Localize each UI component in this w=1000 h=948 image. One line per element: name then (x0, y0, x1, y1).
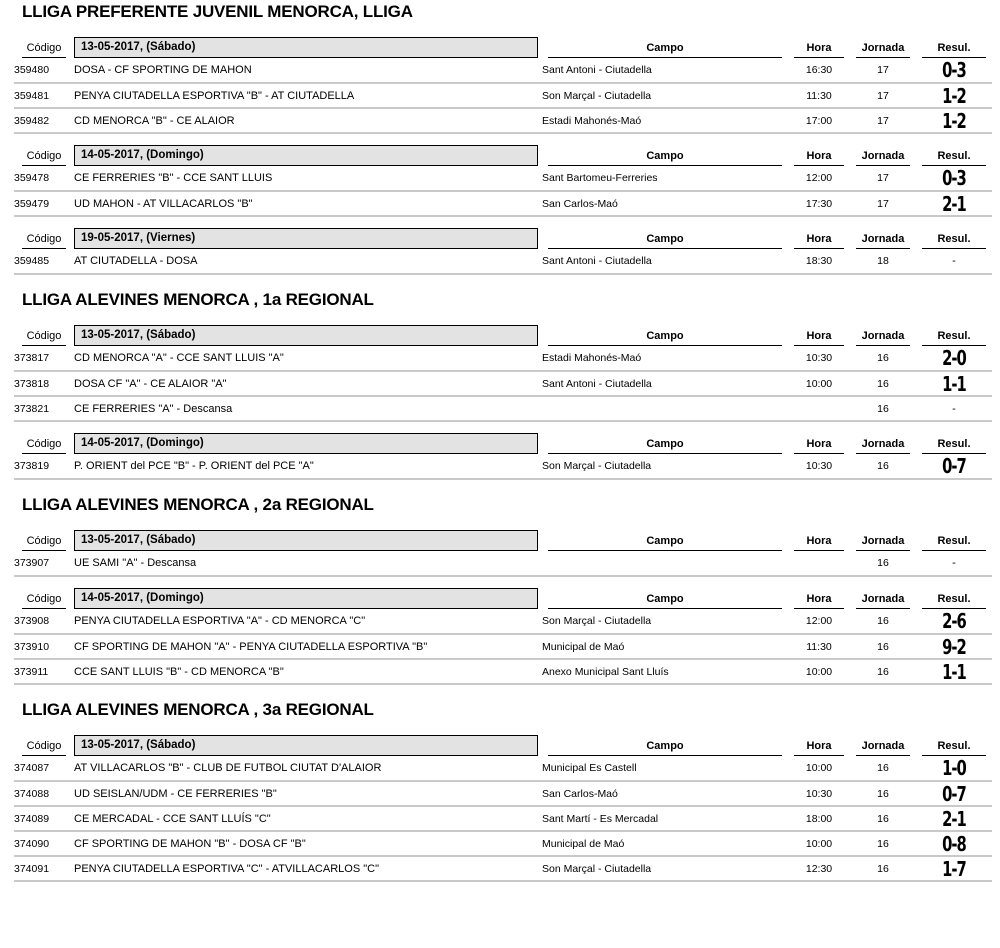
column-header-codigo: Código (22, 593, 66, 609)
column-header-hora: Hora (794, 150, 844, 166)
column-header-campo-cell (542, 587, 788, 609)
match-teams: UD SEISLAN/UDM - CE FERRERIES "B" (74, 781, 542, 806)
match-matchday: 17 (850, 83, 916, 108)
match-teams: CD MENORCA "B" - CE ALAIOR (74, 108, 542, 133)
column-header-campo: Campo (548, 330, 782, 346)
column-header-resul: Resul. (922, 438, 986, 454)
section-title: LLIGA ALEVINES MENORCA , 3a REGIONAL (22, 700, 374, 719)
column-header-campo-cell (542, 324, 788, 346)
column-header-campo: Campo (548, 593, 782, 609)
match-time: 18:00 (788, 806, 850, 831)
table-row[interactable] (14, 659, 992, 684)
table-row[interactable] (14, 83, 992, 108)
column-header-codigo: Código (22, 740, 66, 756)
match-time: 12:00 (788, 609, 850, 634)
match-teams: CF SPORTING DE MAHON "A" - PENYA CIUTADELLA ESPORTIVA "B" (74, 634, 542, 659)
match-date-cell (74, 432, 542, 454)
match-group-table (14, 432, 992, 480)
table-row[interactable] (14, 166, 992, 191)
match-date-cell (74, 734, 542, 756)
match-code: 359485 (14, 249, 74, 274)
match-date-box: 14-05-2017, (Domingo) (74, 433, 538, 454)
column-header-jornada-cell (850, 227, 916, 249)
column-header-campo-cell (542, 734, 788, 756)
match-time: 17:30 (788, 191, 850, 216)
column-header-resul-cell (916, 324, 992, 346)
column-header-campo-cell (542, 432, 788, 454)
match-group-table (14, 734, 992, 882)
match-matchday: 16 (850, 454, 916, 479)
match-time: 10:00 (788, 371, 850, 396)
match-code: 359480 (14, 58, 74, 83)
column-header-codigo: Código (22, 330, 66, 346)
match-code: 373911 (14, 659, 74, 684)
column-header-resul: Resul. (922, 42, 986, 58)
match-time: 12:00 (788, 166, 850, 191)
match-code: 374091 (14, 856, 74, 881)
column-header-campo: Campo (548, 233, 782, 249)
match-date-cell (74, 227, 542, 249)
column-header-campo-cell (542, 36, 788, 58)
match-time: 10:30 (788, 454, 850, 479)
match-code: 373819 (14, 454, 74, 479)
table-row[interactable] (14, 856, 992, 881)
match-matchday: 16 (850, 371, 916, 396)
match-time: 18:30 (788, 249, 850, 274)
table-row[interactable] (14, 396, 992, 421)
match-venue: Son Marçal - Ciutadella (542, 609, 788, 634)
match-venue: Son Marçal - Ciutadella (542, 856, 788, 881)
table-row[interactable] (14, 806, 992, 831)
match-venue: Municipal de Maó (542, 634, 788, 659)
match-date-box: 13-05-2017, (Sábado) (74, 735, 538, 756)
match-code: 359482 (14, 108, 74, 133)
column-header-jornada: Jornada (856, 42, 910, 58)
match-matchday: 17 (850, 108, 916, 133)
table-header-row (14, 734, 992, 756)
column-header-campo: Campo (548, 740, 782, 756)
column-header-jornada-cell (850, 529, 916, 551)
match-result: - (916, 249, 992, 274)
match-group-table (14, 144, 992, 217)
match-matchday: 16 (850, 346, 916, 371)
match-code: 373908 (14, 609, 74, 634)
match-teams: CD MENORCA "A" - CCE SANT LLUIS "A" (74, 346, 542, 371)
match-venue: Sant Antoni - Ciutadella (542, 249, 788, 274)
match-matchday: 16 (850, 806, 916, 831)
table-row[interactable] (14, 831, 992, 856)
column-header-hora: Hora (794, 330, 844, 346)
column-header-jornada-cell (850, 144, 916, 166)
column-header-codigo-cell (14, 36, 74, 58)
column-header-resul-cell (916, 529, 992, 551)
match-result: - (916, 551, 992, 576)
match-teams: UE SAMI "A" - Descansa (74, 551, 542, 576)
match-result: 1-0 (923, 756, 985, 781)
column-header-resul-cell (916, 587, 992, 609)
column-header-codigo: Código (22, 438, 66, 454)
column-header-codigo-cell (14, 587, 74, 609)
table-header-row (14, 432, 992, 454)
match-date-box: 14-05-2017, (Domingo) (74, 588, 538, 609)
column-header-campo: Campo (548, 535, 782, 551)
match-date-box: 13-05-2017, (Sábado) (74, 37, 538, 58)
match-teams: PENYA CIUTADELLA ESPORTIVA "A" - CD MENORCA "C" (74, 609, 542, 634)
match-matchday: 18 (850, 249, 916, 274)
column-header-codigo: Código (22, 150, 66, 166)
section-title: LLIGA ALEVINES MENORCA , 1a REGIONAL (22, 290, 374, 309)
match-result: 2-1 (923, 191, 985, 216)
match-date-cell (74, 144, 542, 166)
match-venue (542, 551, 788, 576)
match-teams: UD MAHON - AT VILLACARLOS "B" (74, 191, 542, 216)
match-matchday: 16 (850, 659, 916, 684)
match-code: 373821 (14, 396, 74, 421)
match-result: 1-1 (923, 659, 985, 684)
table-row[interactable] (14, 371, 992, 396)
column-header-jornada-cell (850, 324, 916, 346)
column-header-campo-cell (542, 227, 788, 249)
match-teams: CF SPORTING DE MAHON "B" - DOSA CF "B" (74, 831, 542, 856)
match-matchday: 16 (850, 831, 916, 856)
match-teams: DOSA CF "A" - CE ALAIOR "A" (74, 371, 542, 396)
match-code: 374090 (14, 831, 74, 856)
table-row[interactable] (14, 346, 992, 371)
column-header-hora: Hora (794, 42, 844, 58)
column-header-hora-cell (788, 227, 850, 249)
column-header-campo: Campo (548, 438, 782, 454)
column-header-hora-cell (788, 432, 850, 454)
match-matchday: 17 (850, 191, 916, 216)
match-date-box: 13-05-2017, (Sábado) (74, 325, 538, 346)
table-header-row (14, 587, 992, 609)
match-code: 374087 (14, 756, 74, 781)
column-header-jornada: Jornada (856, 150, 910, 166)
match-code: 373818 (14, 371, 74, 396)
match-matchday: 17 (850, 166, 916, 191)
match-time (788, 396, 850, 421)
match-result: 1-2 (923, 83, 985, 108)
match-date-box: 19-05-2017, (Viernes) (74, 228, 538, 249)
column-header-hora: Hora (794, 740, 844, 756)
column-header-hora: Hora (794, 233, 844, 249)
match-teams: CCE SANT LLUIS "B" - CD MENORCA "B" (74, 659, 542, 684)
section-title: LLIGA PREFERENTE JUVENIL MENORCA, LLIGA (22, 2, 413, 21)
match-venue: Anexo Municipal Sant Lluís (542, 659, 788, 684)
table-header-row (14, 529, 992, 551)
match-time: 10:00 (788, 831, 850, 856)
match-result: - (916, 396, 992, 421)
match-date-cell (74, 587, 542, 609)
match-venue (542, 396, 788, 421)
column-header-codigo: Código (22, 535, 66, 551)
match-matchday: 16 (850, 551, 916, 576)
match-group-table (14, 227, 992, 275)
match-result: 2-0 (923, 346, 985, 371)
match-result: 1-7 (923, 856, 985, 881)
match-matchday: 16 (850, 781, 916, 806)
column-header-codigo-cell (14, 734, 74, 756)
match-result: 9-2 (923, 634, 985, 659)
match-time: 11:30 (788, 634, 850, 659)
match-time: 16:30 (788, 58, 850, 83)
match-code: 373907 (14, 551, 74, 576)
match-teams: P. ORIENT del PCE "B" - P. ORIENT del PCE "A" (74, 454, 542, 479)
match-teams: DOSA - CF SPORTING DE MAHON (74, 58, 542, 83)
column-header-jornada-cell (850, 36, 916, 58)
column-header-codigo: Código (22, 42, 66, 58)
table-header-row (14, 324, 992, 346)
match-venue: Municipal de Maó (542, 831, 788, 856)
column-header-resul: Resul. (922, 150, 986, 166)
match-group-table (14, 587, 992, 685)
column-header-codigo-cell (14, 324, 74, 346)
column-header-codigo-cell (14, 432, 74, 454)
match-group-table (14, 324, 992, 422)
match-matchday: 16 (850, 856, 916, 881)
column-header-hora-cell (788, 587, 850, 609)
match-time: 10:30 (788, 781, 850, 806)
match-time: 12:30 (788, 856, 850, 881)
column-header-hora-cell (788, 36, 850, 58)
match-teams: PENYA CIUTADELLA ESPORTIVA "C" - ATVILLACARLOS "C" (74, 856, 542, 881)
match-date-cell (74, 529, 542, 551)
match-result: 2-6 (923, 609, 985, 634)
match-time: 17:00 (788, 108, 850, 133)
match-time: 10:00 (788, 756, 850, 781)
column-header-jornada: Jornada (856, 593, 910, 609)
match-result: 0-8 (923, 831, 985, 856)
column-header-codigo: Código (22, 233, 66, 249)
match-group-table (14, 529, 992, 577)
column-header-resul: Resul. (922, 593, 986, 609)
column-header-resul: Resul. (922, 233, 986, 249)
column-header-jornada-cell (850, 432, 916, 454)
column-header-codigo-cell (14, 227, 74, 249)
column-header-campo-cell (542, 144, 788, 166)
match-matchday: 16 (850, 634, 916, 659)
match-code: 373910 (14, 634, 74, 659)
match-matchday: 16 (850, 396, 916, 421)
match-venue: Sant Antoni - Ciutadella (542, 371, 788, 396)
match-date-cell (74, 324, 542, 346)
match-result: 2-1 (923, 806, 985, 831)
match-venue: San Carlos-Maó (542, 191, 788, 216)
table-row[interactable] (14, 634, 992, 659)
column-header-hora: Hora (794, 535, 844, 551)
match-date-box: 13-05-2017, (Sábado) (74, 530, 538, 551)
column-header-jornada: Jornada (856, 535, 910, 551)
table-row[interactable] (14, 609, 992, 634)
column-header-resul: Resul. (922, 535, 986, 551)
match-venue: Estadi Mahonés-Maó (542, 346, 788, 371)
match-time: 10:00 (788, 659, 850, 684)
match-venue: Sant Bartomeu-Ferreries (542, 166, 788, 191)
table-row[interactable] (14, 454, 992, 479)
column-header-campo-cell (542, 529, 788, 551)
column-header-campo: Campo (548, 42, 782, 58)
match-venue: Sant Martí - Es Mercadal (542, 806, 788, 831)
column-header-hora-cell (788, 529, 850, 551)
match-teams: PENYA CIUTADELLA ESPORTIVA "B" - AT CIUTADELLA (74, 83, 542, 108)
match-result: 1-1 (923, 371, 985, 396)
match-result: 1-2 (923, 108, 985, 133)
match-date-box: 14-05-2017, (Domingo) (74, 145, 538, 166)
column-header-jornada: Jornada (856, 233, 910, 249)
match-time: 10:30 (788, 346, 850, 371)
match-venue: San Carlos-Maó (542, 781, 788, 806)
match-teams: CE FERRERIES "A" - Descansa (74, 396, 542, 421)
column-header-resul-cell (916, 144, 992, 166)
column-header-codigo-cell (14, 529, 74, 551)
section-title: LLIGA ALEVINES MENORCA , 2a REGIONAL (22, 495, 374, 514)
match-result: 0-3 (923, 166, 985, 191)
table-header-row (14, 36, 992, 58)
match-venue: Estadi Mahonés-Maó (542, 108, 788, 133)
match-code: 374088 (14, 781, 74, 806)
table-row[interactable] (14, 249, 992, 274)
column-header-hora: Hora (794, 438, 844, 454)
column-header-resul-cell (916, 432, 992, 454)
match-code: 359479 (14, 191, 74, 216)
match-venue: Son Marçal - Ciutadella (542, 83, 788, 108)
column-header-resul-cell (916, 734, 992, 756)
column-header-hora-cell (788, 734, 850, 756)
table-header-row (14, 227, 992, 249)
table-row[interactable] (14, 191, 992, 216)
column-header-jornada-cell (850, 734, 916, 756)
match-matchday: 16 (850, 756, 916, 781)
match-teams: AT CIUTADELLA - DOSA (74, 249, 542, 274)
column-header-jornada: Jornada (856, 438, 910, 454)
match-code: 359478 (14, 166, 74, 191)
column-header-resul-cell (916, 36, 992, 58)
column-header-jornada: Jornada (856, 330, 910, 346)
match-time (788, 551, 850, 576)
match-code: 374089 (14, 806, 74, 831)
match-venue: Sant Antoni - Ciutadella (542, 58, 788, 83)
table-row[interactable] (14, 108, 992, 133)
table-row[interactable] (14, 756, 992, 781)
table-header-row (14, 144, 992, 166)
match-result: 0-3 (923, 58, 985, 83)
column-header-hora: Hora (794, 593, 844, 609)
column-header-resul: Resul. (922, 740, 986, 756)
match-teams: CE FERRERIES "B" - CCE SANT LLUIS (74, 166, 542, 191)
match-result: 0-7 (923, 454, 985, 479)
match-venue: Municipal Es Castell (542, 756, 788, 781)
table-row[interactable] (14, 551, 992, 576)
match-result: 0-7 (923, 781, 985, 806)
match-matchday: 17 (850, 58, 916, 83)
match-venue: Son Marçal - Ciutadella (542, 454, 788, 479)
match-group-table (14, 36, 992, 134)
column-header-jornada: Jornada (856, 740, 910, 756)
column-header-hora-cell (788, 324, 850, 346)
match-matchday: 16 (850, 609, 916, 634)
column-header-resul: Resul. (922, 330, 986, 346)
match-teams: CE MERCADAL - CCE SANT LLUÍS "C" (74, 806, 542, 831)
column-header-codigo-cell (14, 144, 74, 166)
table-row[interactable] (14, 58, 992, 83)
match-time: 11:30 (788, 83, 850, 108)
table-row[interactable] (14, 781, 992, 806)
column-header-resul-cell (916, 227, 992, 249)
schedule-document (0, 3, 1000, 882)
match-code: 373817 (14, 346, 74, 371)
match-date-cell (74, 36, 542, 58)
match-teams: AT VILLACARLOS "B" - CLUB DE FUTBOL CIUTAT D'ALAIOR (74, 756, 542, 781)
column-header-hora-cell (788, 144, 850, 166)
match-code: 359481 (14, 83, 74, 108)
column-header-jornada-cell (850, 587, 916, 609)
column-header-campo: Campo (548, 150, 782, 166)
